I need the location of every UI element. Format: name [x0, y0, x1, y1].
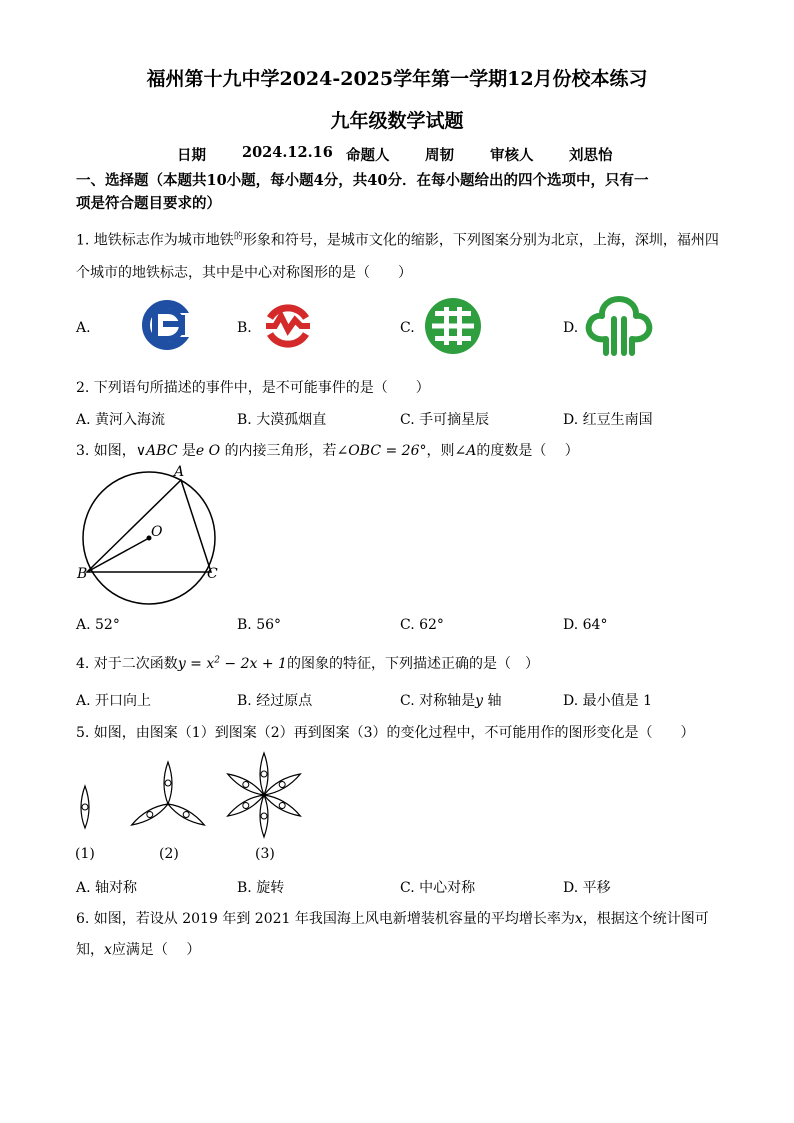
q5-option-b[interactable]: B. 旋转	[237, 880, 285, 896]
section-heading-line2: 项是符合题目要求的）	[76, 195, 221, 212]
point-b-label: B	[77, 566, 88, 582]
q4-option-a[interactable]: A. 开口向上	[76, 693, 152, 709]
q1-option-c[interactable]: C.	[400, 320, 415, 336]
point-c-label: C	[207, 566, 218, 582]
q2-stem: 2. 下列语句所描述的事件中，是不可能事件的是（ ）	[76, 380, 430, 396]
q5-stem: 5. 如图，由图案（1）到图案（2）再到图案（3）的变化过程中，不可能用作的图形变化是（ ）	[76, 725, 695, 741]
q6-stem-line2: 知，x应满足（ ）	[76, 942, 201, 958]
q1-option-b[interactable]: B.	[237, 320, 252, 336]
figure-1-label: (1)	[75, 846, 95, 862]
q3-option-a[interactable]: A. 52°	[76, 617, 120, 633]
q2-option-b[interactable]: B. 大漠孤烟直	[237, 412, 327, 428]
q1-option-d[interactable]: D.	[563, 320, 579, 336]
q3-option-b[interactable]: B. 56°	[237, 617, 282, 633]
q6-stem-line1: 6. 如图，若设从 2019 年到 2021 年我国海上风电新增装机容量的平均增长率为x，根据这个统计图可	[76, 911, 709, 927]
shenzhen-metro-logo-icon	[424, 297, 482, 355]
q5-option-d[interactable]: D. 平移	[563, 880, 611, 896]
q1-superscript-marker: 的	[233, 232, 243, 242]
triangle-abc: ∨ABC	[135, 443, 178, 459]
angle-a: ∠A	[454, 443, 477, 459]
q5-option-a[interactable]: A. 轴对称	[76, 880, 138, 896]
author-label: 命题人	[346, 147, 390, 164]
date-label: 日期	[177, 147, 206, 164]
point-a-label: A	[174, 464, 185, 480]
section-heading-line1: 一、选择题（本题共10小题，每小题4分，共40分．在每小题给出的四个选项中，只有一	[76, 172, 649, 189]
q2-option-a[interactable]: A. 黄河入海流	[76, 412, 166, 428]
q5-option-c[interactable]: C. 中心对称	[400, 880, 476, 896]
q1-option-a[interactable]: A.	[76, 320, 91, 336]
figure-3-label: (3)	[255, 846, 275, 862]
q5-petal-figures	[74, 752, 314, 842]
reviewer-label: 审核人	[490, 147, 534, 164]
figure-2-label: (2)	[159, 846, 179, 862]
q3-option-d[interactable]: D. 64°	[563, 617, 608, 633]
point-o-label: O	[151, 524, 163, 540]
q2-option-d[interactable]: D. 红豆生南国	[563, 412, 653, 428]
q4-option-c[interactable]: C. 对称轴是y 轴	[400, 693, 502, 709]
fuzhou-metro-logo-icon	[584, 295, 654, 357]
shanghai-metro-logo-icon	[262, 300, 314, 352]
date-value: 2024.12.16	[242, 144, 333, 161]
q1-stem-line1: 1. 地铁标志作为城市地铁$^的$形象和符号，是城市文化的缩影，下列图案分别为北京，上海，深圳，福州四	[76, 232, 719, 249]
q2-option-c[interactable]: C. 手可摘星辰	[400, 412, 490, 428]
q4-option-b[interactable]: B. 经过原点	[237, 693, 313, 709]
q3-stem: 3. 如图，∨ABC 是e O 的内接三角形，若∠OBC = 26°，则∠A的度数是（ ）	[76, 443, 579, 459]
author-value: 周韧	[425, 147, 454, 164]
q4-stem: 4. 对于二次函数$y = x^2 - 2x + 1$的图象的特征，下列描述正确的是（ ）	[76, 655, 539, 672]
q1-stem-line2: 个城市的地铁标志，其中是中心对称图形的是（ ）	[76, 265, 412, 281]
q4-function: $y = x^2 - 2x + 1$	[177, 655, 287, 672]
beijing-metro-logo-icon	[141, 299, 193, 351]
reviewer-value: 刘思怡	[569, 147, 613, 164]
angle-obc: ∠OBC = 26°	[336, 443, 427, 459]
q3-option-c[interactable]: C. 62°	[400, 617, 444, 633]
circle-o: e O	[195, 443, 221, 459]
exam-title: 福州第十九中学2024-2025学年第一学期12月份校本练习	[146, 68, 648, 90]
q4-option-d[interactable]: D. 最小值是 1	[563, 693, 652, 709]
exam-subtitle: 九年级数学试题	[330, 110, 464, 132]
